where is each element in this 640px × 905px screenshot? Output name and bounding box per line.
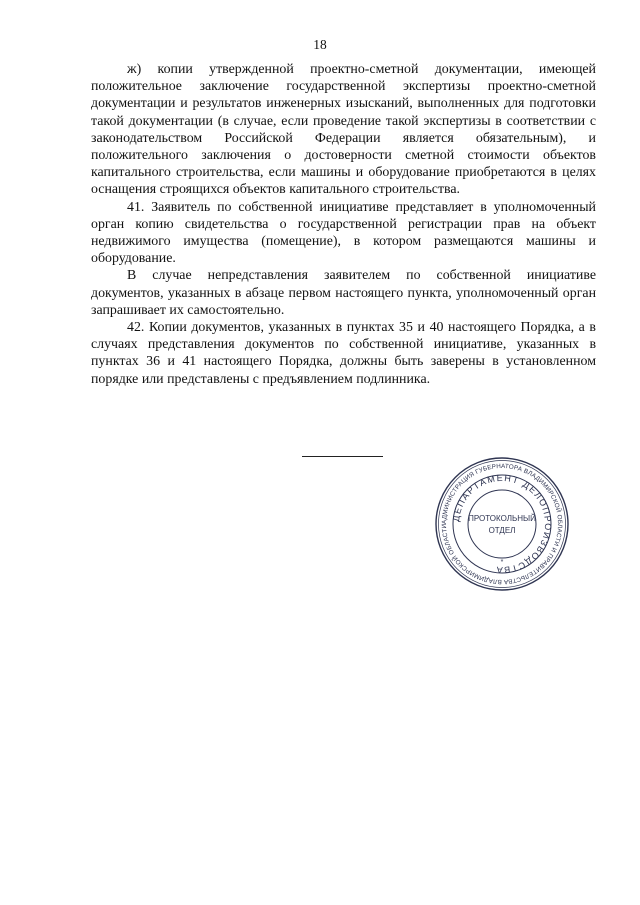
paragraph-41-second: В случае непредставления заявителем по собственной инициативе документов, указанных в абзаце первом настоящего пункта, уполномоченный орган запрашивает их самостоятельно. (91, 268, 596, 318)
stamp-center-line-2: ОТДЕЛ (488, 526, 516, 535)
official-stamp (433, 455, 571, 593)
stamp-inner-circle (468, 490, 536, 558)
paragraph-item-zh: ж) копии утвержденной проектно-сметной документации, имеющей положительное заключение государственной экспертизы проектно-сметной документации и результатов инженерных изысканий, выполненных для подготовки такой документации (в случае, если проведение такой экспертизы в соответствии с законодательством Российской Федерации является обязательным), и положительного заключения о достоверности сметной стоимости объектов капитального строительства, если машины и оборудование приобретаются в целях оснащения строящихся объектов капитального строительства. (91, 62, 596, 198)
page-number: 18 (313, 37, 327, 52)
paragraph-42: 42. Копии документов, указанных в пунктах 35 и 40 настоящего Порядка, а в случаях представления документов по собственной инициативе, указанных в пунктах 36 и 41 настоящего Порядка, должны быть заверены в установленном порядке или представлены с предъявлением подлинника. (91, 320, 596, 387)
stamp-outer-text: АДМИНИСТРАЦИЯ ГУБЕРНАТОРА ВЛАДИМИРСКОЙ ОБЛАСТИ И ПРАВИТЕЛЬСТВА ВЛАДИМИРСКОЙ ОБЛАСТИ (440, 462, 564, 586)
stamp-star-icon: * (500, 559, 504, 566)
separator-line (302, 456, 383, 457)
document-body (91, 61, 596, 388)
stamp-inner-text: ДЕПАРТАМЕНТ ДЕЛОПРОИЗВОДСТВА (450, 472, 554, 576)
paragraph-41: 41. Заявитель по собственной инициативе представляет в уполномоченный орган копию свидетельства о государственной регистрации прав на объект недвижимого имущества (помещение), в котором размещаются машины и оборудование. (91, 199, 596, 267)
stamp-center-line-1: ПРОТОКОЛЬНЫЙ (468, 514, 536, 523)
stamp-icon (433, 455, 571, 593)
